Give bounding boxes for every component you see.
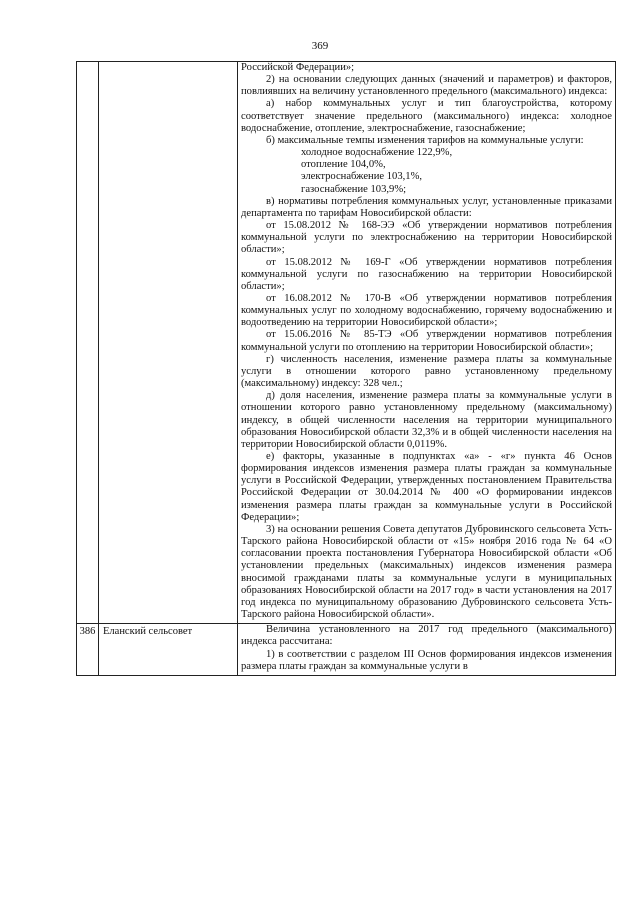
row-number-cell: 386 [77,624,99,676]
paragraph: Величина установленного на 2017 год предельного (максимального) индекса рассчитана: [241,624,612,648]
paragraph: е) факторы, указанные в подпунктах «а» - «г» пункта 46 Основ формирования индексов изменения размера платы граждан за коммунальные услуги в Российской Федерации, утвержденных постановлением Правительства Российской Федерации от 30.04.2014 № 400 «О формировании индексов изменения размера платы граждан за коммунальные услуги в Российской Федерации»; [241,451,612,523]
paragraph: от 15.08.2012 № 168-ЭЭ «Об утверждении нормативов потребления коммунальной услуги по электроснабжению на территории Новосибирской области»; [241,220,612,256]
tariff-line: холодное водоснабжение 122,9%, [301,147,453,159]
table-row [77,62,616,624]
description-cell [238,62,616,624]
paragraph: а) набор коммунальных услуг и тип благоустройства, которому соответствует значение предельного (максимального) индекса: холодное водоснабжение, отопление, электроснабжение, газоснабжение; [241,98,612,134]
tariff-line: отопление 104,0%, [301,159,386,171]
page-number: 369 [311,40,329,52]
paragraph: от 15.08.2012 № 169-Г «Об утверждении нормативов потребления коммунальной услуги по газоснабжению на территории Новосибирской области»; [241,256,612,292]
municipality-name-cell: Еланский сельсовет [99,624,238,676]
municipality-name-cell [99,62,238,624]
row-number-cell [77,62,99,624]
paragraph: д) доля населения, изменение размера платы за коммунальные услуги в отношении которого равно установленному предельному (максимальному) индексу, в общей численности населения на территории муниципального образования Новосибирской области 32,3% и в общей численности населения на территории Новосибирской области 0,0119%. [241,390,612,450]
paragraph: от 16.08.2012 № 170-В «Об утверждении нормативов потребления коммунальных услуг по холодному водоснабжению, горячему водоснабжению и водоотведению на территории Новосибирской области»; [241,292,612,329]
paragraph: от 15.06.2016 № 85-ТЭ «Об утверждении нормативов потребления коммунальной услуги по отоплению на территории Новосибирской области»; [241,329,612,353]
tariff-line: газоснабжение 103,9%; [301,183,407,195]
tariff-line: электроснабжение 103,1%, [301,171,423,183]
paragraph: б) максимальные темпы изменения тарифов на коммунальные услуги: [266,134,584,146]
paragraph: 1) в соответствии с разделом III Основ формирования индексов изменения размера платы граждан за коммунальные услуги в [241,648,612,672]
paragraph: 2) на основании следующих данных (значений и параметров) и факторов, повлиявших на величину установленного предельного (максимального) индекса: [241,74,612,98]
paragraph: в) нормативы потребления коммунальных услуг, установленные приказами департамента по тарифам Новосибирской области: [241,195,612,219]
table-row [77,624,616,676]
description-cell [238,624,616,676]
paragraph: г) численность населения, изменение размера платы за коммунальные услуги в отношении которого равно установленному предельному (максимальному) индексу: 328 чел.; [241,353,612,390]
municipality-index-table [76,61,616,676]
paragraph: 3) на основании решения Совета депутатов Дубровинского сельсовета Усть-Тарского района Новосибирской области от «15» ноября 2016 года № 64 «О согласовании проекта постановления Губернатора Новосибирской области «Об установлении предельных (максимальных) индексов изменения размера вносимой гражданами платы за коммунальные услуги в муниципальных образованиях Новосибирской области на 2017 год» в части установления на 2017 год индекса по муниципальному образованию Дубровинского сельсовета Усть-Тарского района Новосибирской области». [241,523,612,621]
paragraph: Российской Федерации»; [241,62,355,73]
